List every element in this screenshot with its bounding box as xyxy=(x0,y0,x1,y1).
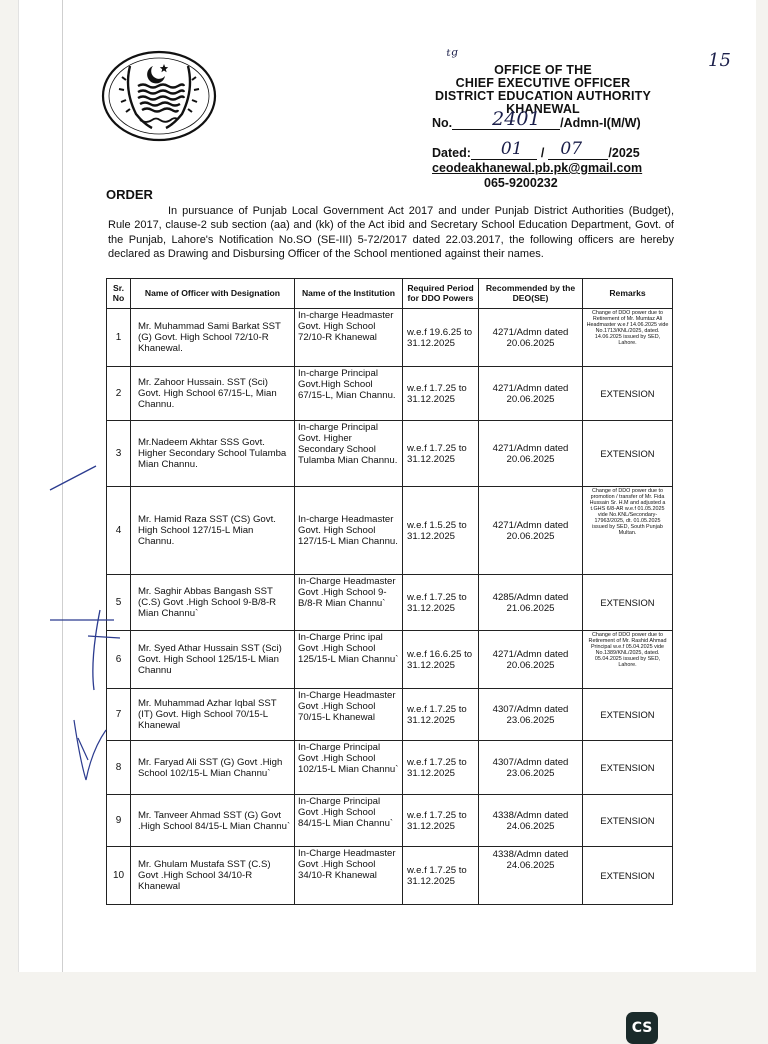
ddo-officers-table xyxy=(106,278,673,905)
cell-recommended: 4271/Admn dated 20.06.2025 xyxy=(479,631,583,689)
number-blank xyxy=(452,108,560,130)
cell-officer: Mr.Nadeem Akhtar SSS Govt. Higher Secondary School Tulamba Mian Channu. xyxy=(131,421,295,487)
cell-period: w.e.f 1.7.25 to 31.12.2025 xyxy=(403,575,479,631)
cell-officer: Mr. Syed Athar Hussain SST (Sci) Govt. High School 125/15-L Mian Channu xyxy=(131,631,295,689)
table-row xyxy=(107,847,673,905)
table-row xyxy=(107,421,673,487)
cell-recommended: 4338/Admn dated 24.06.2025 xyxy=(479,847,583,905)
cell-period: w.e.f 16.6.25 to 31.12.2025 xyxy=(403,631,479,689)
col-header-remarks: Remarks xyxy=(583,279,673,309)
cell-period: w.e.f 19.6.25 to 31.12.2025 xyxy=(403,309,479,367)
cell-officer: Mr. Muhammad Sami Barkat SST (G) Govt. High School 72/10-R Khanewal. xyxy=(131,309,295,367)
number-suffix: /Admn-I(M/W) xyxy=(560,116,641,130)
cell-period: w.e.f 1.7.25 to 31.12.2025 xyxy=(403,795,479,847)
handwritten-day: 01 xyxy=(500,139,523,159)
cell-remarks: EXTENSION xyxy=(583,689,673,741)
col-header-institution: Name of the Institution xyxy=(295,279,403,309)
table-row xyxy=(107,367,673,421)
handwritten-page-number: 15 xyxy=(708,50,731,71)
punjab-government-logo xyxy=(100,50,218,142)
order-heading: ORDER xyxy=(106,187,153,202)
dated-label: Dated: xyxy=(432,146,471,160)
cell-officer: Mr. Muhammad Azhar Iqbal SST (IT) Govt. High School 70/15-L Khanewal xyxy=(131,689,295,741)
cell-officer: Mr. Hamid Raza SST (CS) Govt. High School 127/15-L Mian Channu. xyxy=(131,487,295,575)
office-email: ceodeakhanewal.pb.pk@gmail.com xyxy=(432,161,643,175)
authority-name: DISTRICT EDUCATION AUTHORITY xyxy=(434,89,651,103)
cell-sr: 3 xyxy=(107,421,131,487)
handwritten-letter-number: 2401 xyxy=(492,108,541,130)
col-header-sr: Sr. No xyxy=(107,279,131,309)
officer-title: CHIEF EXECUTIVE OFFICER xyxy=(455,76,631,90)
office-of-line: OFFICE OF THE xyxy=(494,63,592,77)
cell-institution: In-Charge Princ ipal Govt .High School 125/15-L Mian Channu` xyxy=(295,631,403,689)
cell-sr: 10 xyxy=(107,847,131,905)
table-row xyxy=(107,689,673,741)
cell-sr: 9 xyxy=(107,795,131,847)
col-header-officer: Name of Officer with Designation xyxy=(131,279,295,309)
cell-institution: In-Charge Headmaster Govt .High School 34/10-R Khanewal xyxy=(295,847,403,905)
table-row xyxy=(107,575,673,631)
day-blank xyxy=(471,139,537,160)
pen-tick-marks xyxy=(30,460,120,820)
letter-date-line xyxy=(432,139,640,160)
number-label: No. xyxy=(432,116,453,130)
cell-officer: Mr. Tanveer Ahmad SST (G) Govt .High School 84/15-L Mian Channu` xyxy=(131,795,295,847)
date-separator: / xyxy=(540,146,545,160)
date-year: /2025 xyxy=(608,146,640,160)
table-header-row xyxy=(107,279,673,309)
handwritten-initial-mark: ᵗᵍ xyxy=(445,45,460,67)
table-row xyxy=(107,631,673,689)
cell-remarks: EXTENSION xyxy=(583,367,673,421)
cell-remarks: EXTENSION xyxy=(583,795,673,847)
city-name: KHANEWAL xyxy=(506,102,580,116)
office-phone: 065-9200232 xyxy=(484,176,558,190)
cell-institution: In-charge Principal Govt.High School 67/15-L, Mian Channu. xyxy=(295,367,403,421)
cell-recommended: 4338/Admn dated 24.06.2025 xyxy=(479,795,583,847)
cell-sr: 6 xyxy=(107,631,131,689)
cell-officer: Mr. Ghulam Mustafa SST (C.S) Govt .High School 34/10-R Khanewal xyxy=(131,847,295,905)
cell-institution: In-Charge Principal Govt .High School 102/15-L Mian Channu` xyxy=(295,741,403,795)
cell-institution: In-charge Headmaster Govt. High School 72/10-R Khanewal xyxy=(295,309,403,367)
cell-remarks: EXTENSION xyxy=(583,575,673,631)
cell-institution: In-Charge Principal Govt .High School 84/15-L Mian Channu` xyxy=(295,795,403,847)
cell-recommended: 4271/Admn dated 20.06.2025 xyxy=(479,367,583,421)
cell-sr: 5 xyxy=(107,575,131,631)
table-row xyxy=(107,309,673,367)
cell-sr: 7 xyxy=(107,689,131,741)
cell-institution: In-charge Headmaster Govt. High School 127/15-L Mian Channu. xyxy=(295,487,403,575)
cell-recommended: 4271/Admn dated 20.06.2025 xyxy=(479,309,583,367)
cell-sr: 1 xyxy=(107,309,131,367)
month-blank xyxy=(548,139,608,160)
cell-sr: 4 xyxy=(107,487,131,575)
cell-period: w.e.f 1.7.25 to 31.12.2025 xyxy=(403,689,479,741)
col-header-period: Required Period for DDO Powers xyxy=(403,279,479,309)
cell-remarks: EXTENSION xyxy=(583,421,673,487)
cell-recommended: 4307/Admn dated 23.06.2025 xyxy=(479,689,583,741)
cell-institution: In-charge Principal Govt. Higher Secondary School Tulamba Mian Channu. xyxy=(295,421,403,487)
handwritten-month: 07 xyxy=(560,139,583,159)
camscanner-badge: CS xyxy=(626,1012,658,1044)
cell-period: w.e.f 1.5.25 to 31.12.2025 xyxy=(403,487,479,575)
cell-period: w.e.f 1.7.25 to 31.12.2025 xyxy=(403,847,479,905)
cell-period: w.e.f 1.7.25 to 31.12.2025 xyxy=(403,367,479,421)
cell-recommended: 4271/Admn dated 20.06.2025 xyxy=(479,421,583,487)
cell-recommended: 4285/Admn dated 21.06.2025 xyxy=(479,575,583,631)
cell-period: w.e.f 1.7.25 to 31.12.2025 xyxy=(403,741,479,795)
cell-remarks: Change of DDO power due to Retirement of Mr. Mumtaz Ali Headmaster w.e.f 14.06.2025 vide No.1713/KNL/2025, dated. 14.06.2025 issued by SED, Lahore. xyxy=(583,309,673,367)
cell-remarks: EXTENSION xyxy=(583,847,673,905)
cell-remarks: Change of DDO power due to Retirement of Mr. Rashid Ahmad Principal w.e.f 05.04.2025 vide No.1389/KNL/2025, dated. 05.04.2025 issued by SED, Lahore. xyxy=(583,631,673,689)
cell-officer: Mr. Saghir Abbas Bangash SST (C.S) Govt .High School 9-B/8-R Mian Channu` xyxy=(131,575,295,631)
cell-officer: Mr. Zahoor Hussain. SST (Sci) Govt. High School 67/15-L, Mian Channu. xyxy=(131,367,295,421)
order-paragraph: In pursuance of Punjab Local Government Act 2017 and under Punjab District Authorities (Budget), Rule 2017, clause-2 sub section (aa) and (kk) of the Act ibid and Secretary School Education Department, Govt. of the Punjab, Lahore's Notification No.SO (SE-III) 5-72/2017 dated 22.03.2017, the following officers are hereby declared as Drawing and Disbursing Officer of the School mentioned against their names. xyxy=(108,205,674,261)
cell-recommended: 4271/Admn dated 20.06.2025 xyxy=(479,487,583,575)
table-row xyxy=(107,741,673,795)
table-row xyxy=(107,795,673,847)
cell-institution: In-Charge Headmaster Govt .High School 9-B/8-R Mian Channu` xyxy=(295,575,403,631)
table-row xyxy=(107,487,673,575)
cell-sr: 8 xyxy=(107,741,131,795)
cell-institution: In-Charge Headmaster Govt .High School 70/15-L Khanewal xyxy=(295,689,403,741)
office-header xyxy=(428,64,658,116)
cell-recommended: 4307/Admn dated 23.06.2025 xyxy=(479,741,583,795)
cell-remarks: EXTENSION xyxy=(583,741,673,795)
cell-period: w.e.f 1.7.25 to 31.12.2025 xyxy=(403,421,479,487)
cell-remarks: Change of DDO power due to promotion / transfer of Mr. Fida Hussain Sr. H.M and adjusted a t.GHS 6/8-AR w.e.f 01.05.2025 vide No.KNL/Secondary-17963/2025, dt. 01.05.2025 issued by SED, South Punjab Multan. xyxy=(583,487,673,575)
cell-officer: Mr. Faryad Ali SST (G) Govt .High School 102/15-L Mian Channu` xyxy=(131,741,295,795)
col-header-recommended: Recommended by the DEO(SE) xyxy=(479,279,583,309)
cell-sr: 2 xyxy=(107,367,131,421)
